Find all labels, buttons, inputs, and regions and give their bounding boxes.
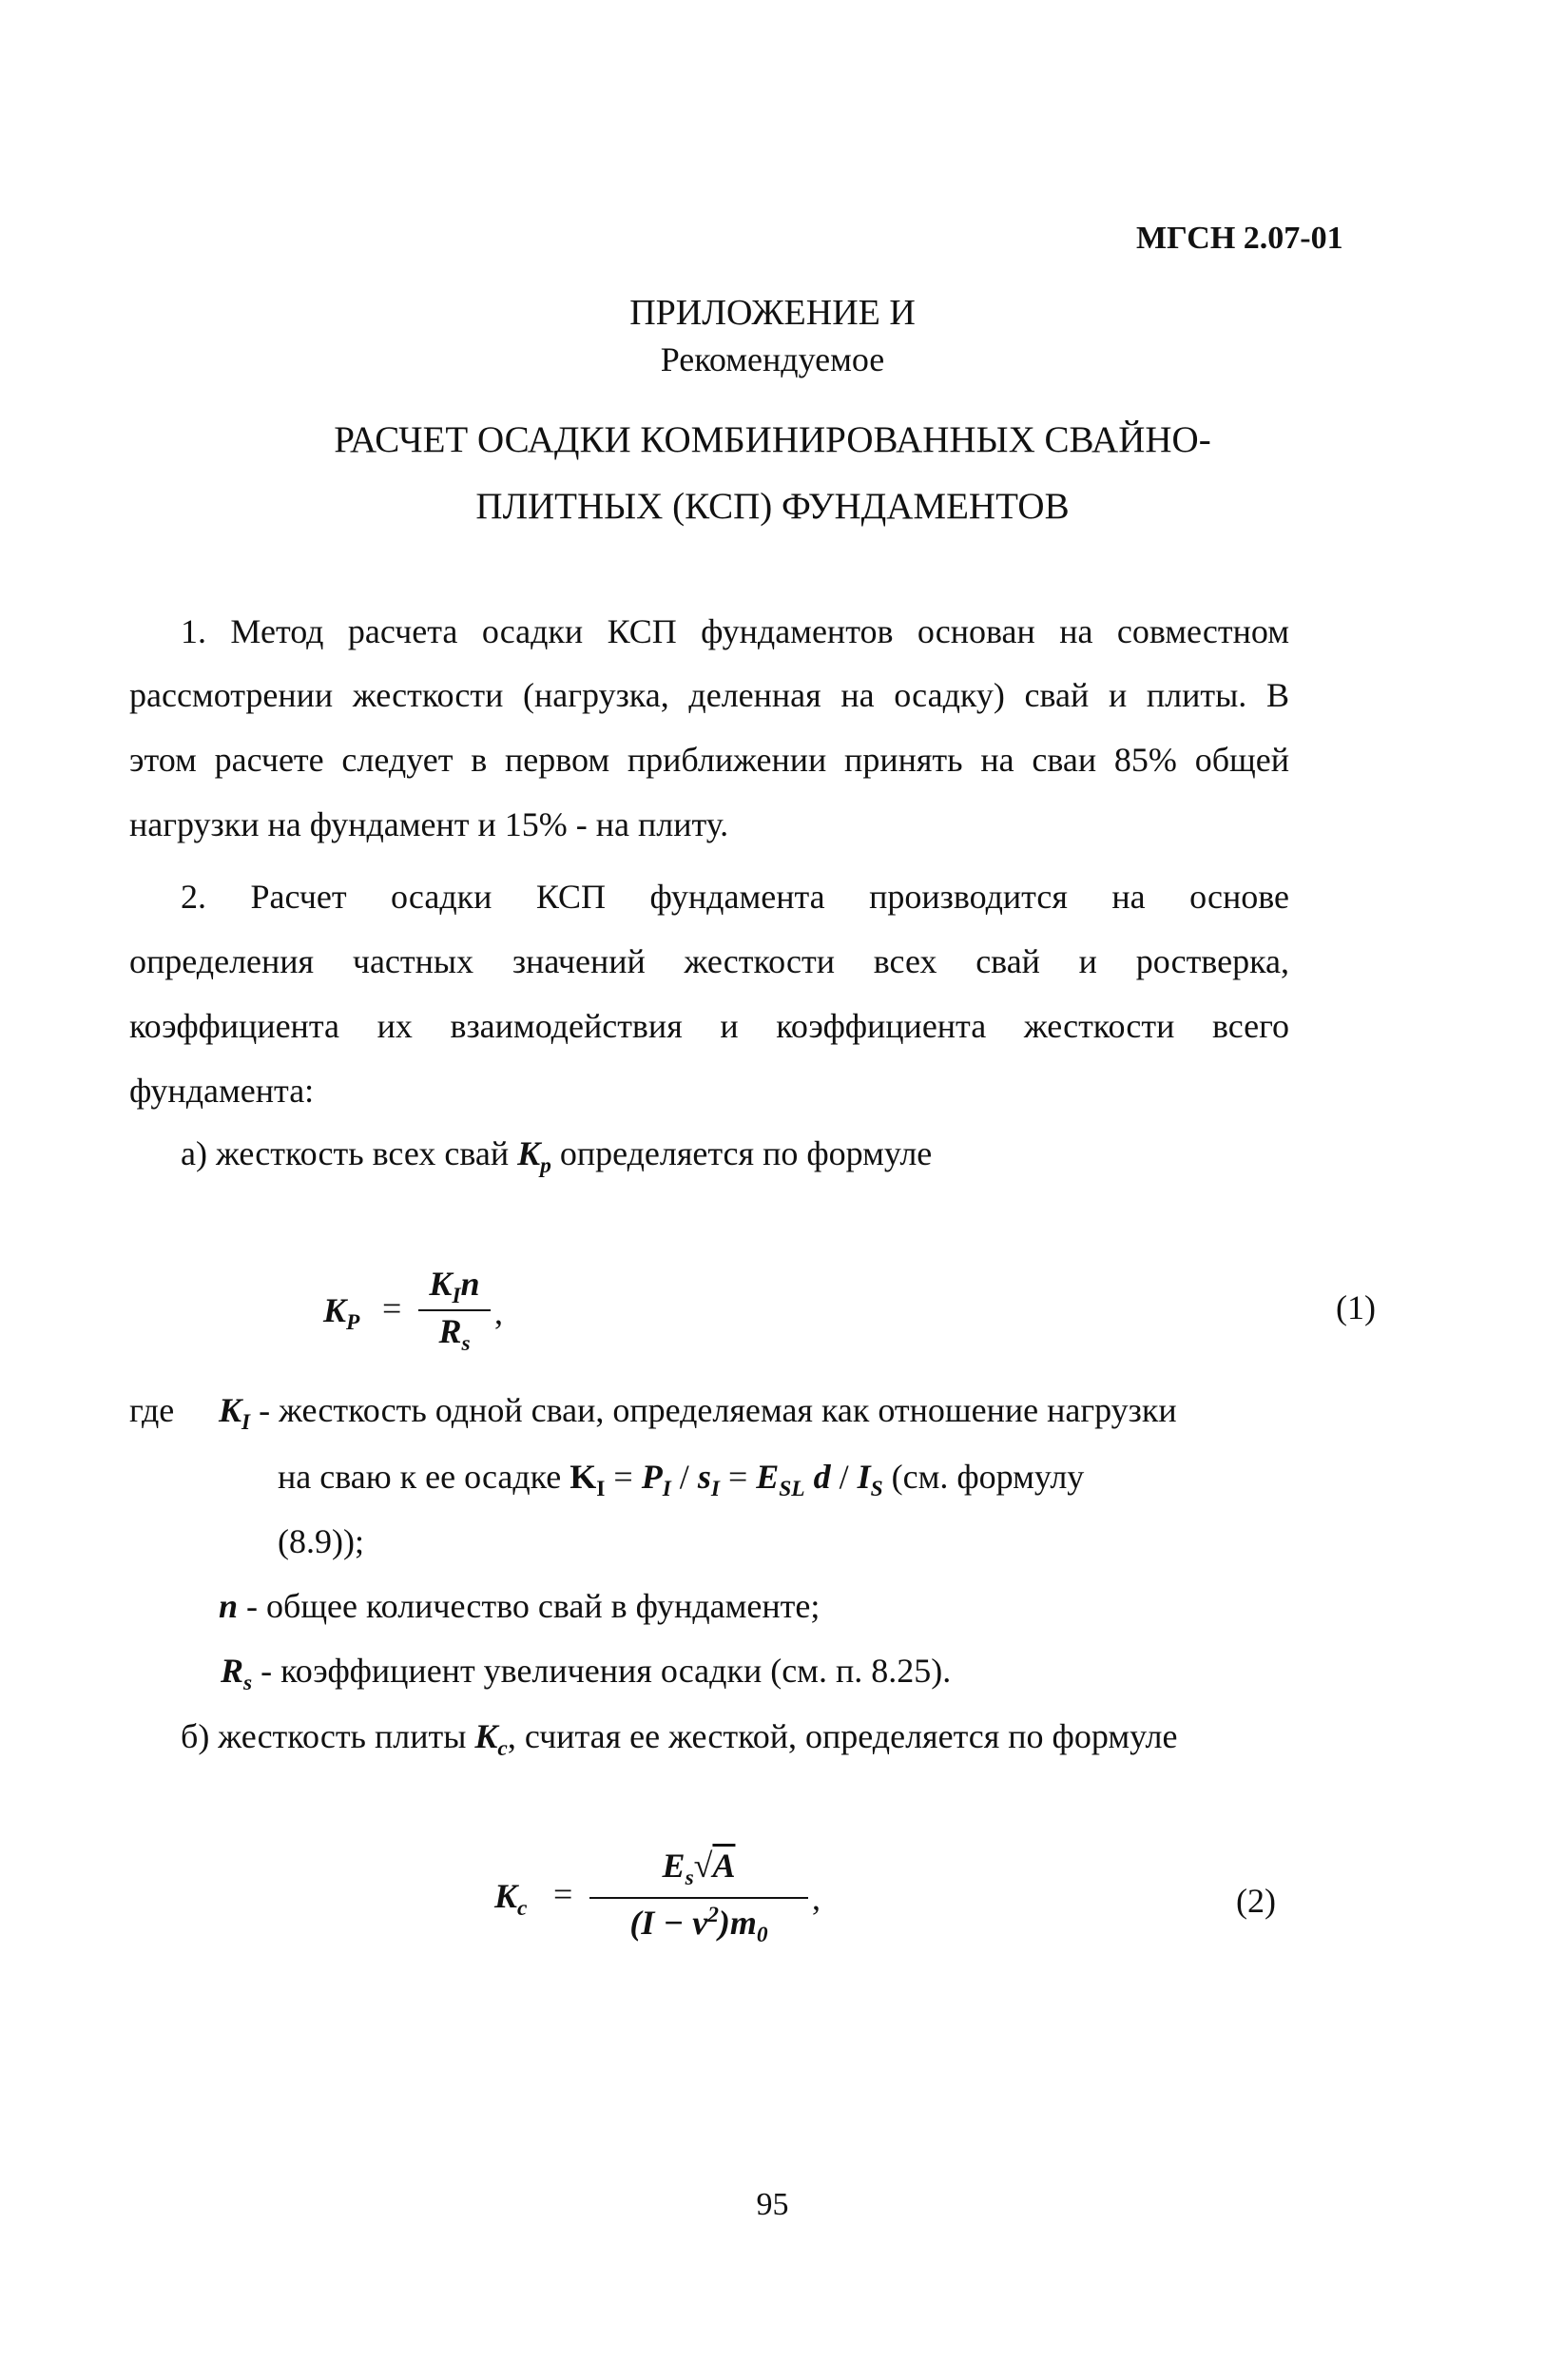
paragraph-1-line-4: нагрузки на фундамент и 15% - на плиту. bbox=[129, 805, 729, 843]
where-k1-line-3: (8.9)); bbox=[278, 1522, 364, 1560]
document-code: МГСН 2.07-01 bbox=[1136, 221, 1343, 256]
equation-number-1: (1) bbox=[1336, 1288, 1376, 1326]
equation-number-2: (2) bbox=[1236, 1882, 1276, 1920]
item-a: а) жесткость всех свай $K_p$ определяется по формуле bbox=[181, 1134, 933, 1179]
formula-2-denominator: $(I - \nu^2)m_0$ bbox=[629, 1903, 768, 1948]
paragraph-2-line-2: определения частных значений жесткости всех свай и ростверка, bbox=[129, 942, 1289, 980]
formula-2-numerator: $E_s√A$ bbox=[662, 1847, 736, 1891]
where-k1: $K_I$ - жесткость одной сваи, определяемая как отношение нагрузки bbox=[219, 1391, 1177, 1436]
where-rs: $R_s$ - коэффициент увеличения осадки (см. п. 8.25). bbox=[221, 1652, 952, 1696]
formula-2: $K_c$ = $E_s√A$ $(I - \nu^2)m_0$ , bbox=[494, 1847, 821, 1948]
formula-1: $K_P$ = $K_In$ $R_s$ , bbox=[323, 1265, 503, 1357]
section-title-line-1: РАСЧЕТ ОСАДКИ КОМБИНИРОВАННЫХ СВАЙНО- bbox=[334, 419, 1211, 460]
appendix-title: ПРИЛОЖЕНИЕ И bbox=[629, 293, 916, 333]
paragraph-1-line-2: рассмотрении жесткости (нагрузка, деленная на осадку) свай и плиты. В bbox=[129, 676, 1289, 714]
paragraph-1-line-3: этом расчете следует в первом приближении принять на сваи 85% общей bbox=[129, 741, 1289, 779]
section-title-line-2: ПЛИТНЫХ (КСП) ФУНДАМЕНТОВ bbox=[475, 486, 1070, 527]
where-n: n - общее количество свай в фундаменте; bbox=[219, 1587, 821, 1625]
symbol-kp: $K_p$ bbox=[517, 1134, 551, 1179]
where-k1-line-2: на сваю к ее осадке $K_I = P_I / s_I = E_{SL}$ d / $I_S$ (см. формулу bbox=[278, 1458, 1085, 1502]
page-number: 95 bbox=[756, 2187, 789, 2222]
paragraph-2-line-3: коэффициента их взаимодействия и коэффициента жесткости всего bbox=[129, 1007, 1289, 1045]
formula-1-numerator: $K_In$ bbox=[429, 1265, 480, 1309]
paragraph-1-line-1: 1. Метод расчета осадки КСП фундаментов основан на совместном bbox=[181, 612, 1289, 650]
symbol-kc: $K_c$ bbox=[474, 1717, 508, 1762]
item-b: б) жесткость плиты $K_c$, считая ее жесткой, определяется по формуле bbox=[181, 1717, 1178, 1762]
where-label: где bbox=[129, 1391, 175, 1429]
paragraph-2-line-4: фундамента: bbox=[129, 1072, 315, 1110]
formula-1-denominator: $R_s$ bbox=[438, 1312, 471, 1357]
appendix-status: Рекомендуемое bbox=[660, 340, 885, 378]
paragraph-2-line-1: 2. Расчет осадки КСП фундамента производится на основе bbox=[181, 878, 1289, 916]
formula-2-fraction-bar bbox=[589, 1897, 808, 1899]
formula-2-lhs: $K_c$ bbox=[494, 1877, 528, 1922]
formula-1-lhs: $K_P$ bbox=[323, 1291, 360, 1336]
